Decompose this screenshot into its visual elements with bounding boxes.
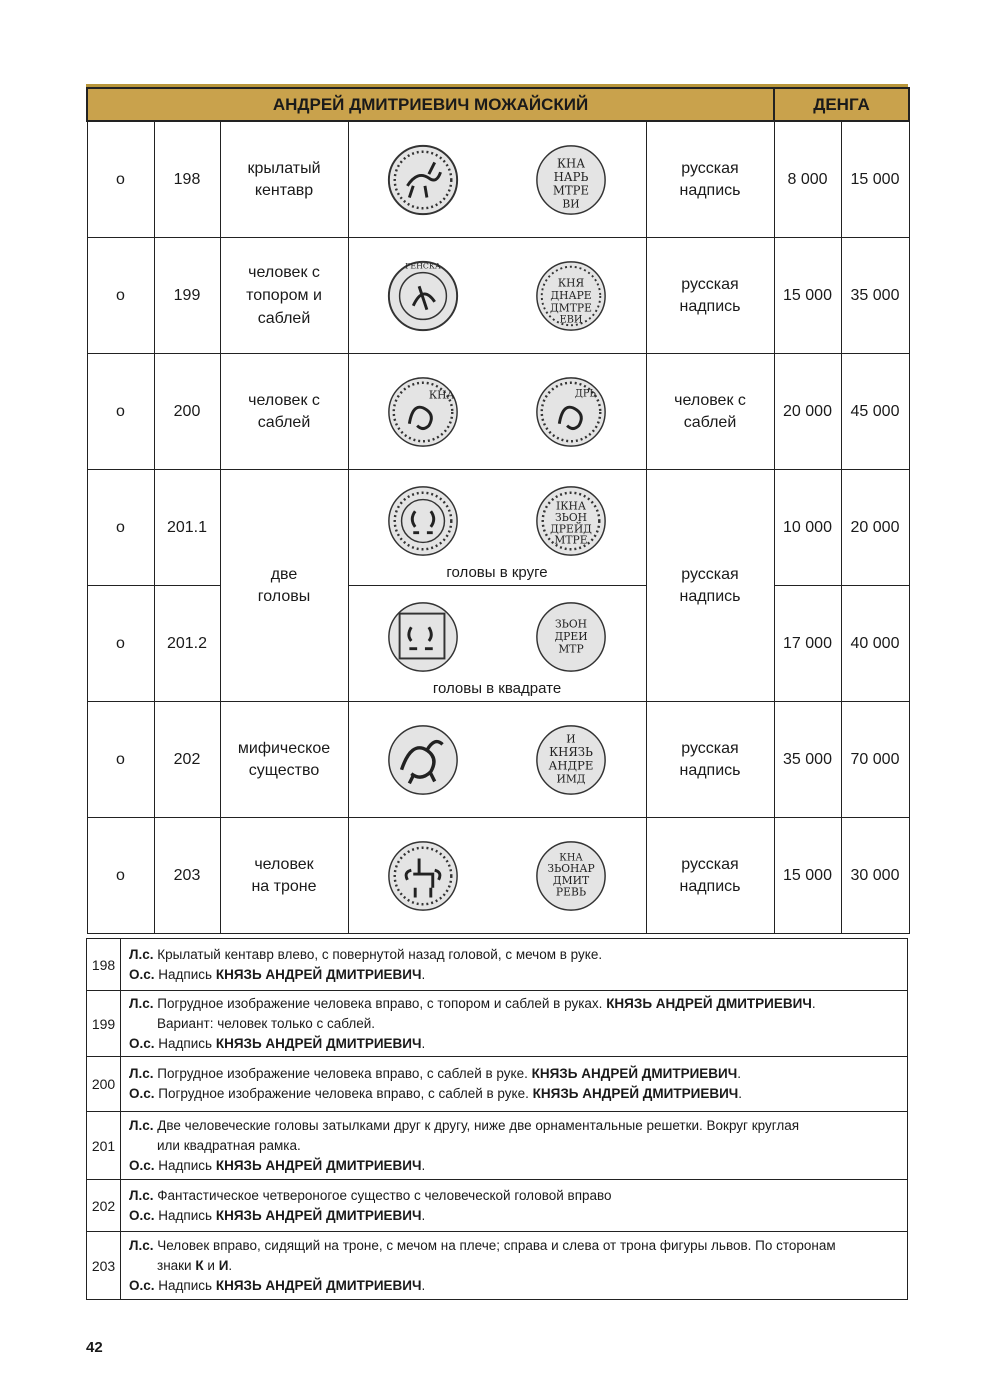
- svg-text:КНА: КНА: [559, 851, 583, 863]
- price-vf: 20 000: [841, 470, 909, 586]
- obverse-description: человек с саблей: [220, 354, 348, 470]
- price-fine: 20 000: [774, 354, 841, 470]
- svg-text:ІКНА: ІКНА: [556, 498, 587, 512]
- note-row: [87, 939, 908, 991]
- catalog-row: [87, 586, 909, 702]
- coin-images: [348, 238, 646, 354]
- catalog-row: [87, 702, 909, 818]
- svg-text:КНЯ: КНЯ: [558, 275, 585, 289]
- catalog-number: 201.1: [154, 470, 220, 586]
- reverse-coin-image: [532, 837, 610, 915]
- price-fine: 17 000: [774, 586, 841, 702]
- svg-text:ДМИТ: ДМИТ: [553, 873, 590, 887]
- catalog-row: [87, 238, 909, 354]
- rarity-mark: о: [87, 470, 154, 586]
- reverse-coin-image: [532, 598, 610, 676]
- svg-text:КНА: КНА: [428, 387, 455, 401]
- reverse-description: русская надпись: [646, 238, 774, 354]
- catalog-row: [87, 818, 909, 934]
- catalog-row: [87, 470, 909, 586]
- rarity-mark: о: [87, 121, 154, 238]
- coin-images: [348, 354, 646, 470]
- obverse-coin-image: [384, 721, 462, 799]
- svg-text:РЕВЬ: РЕВЬ: [556, 885, 587, 898]
- reverse-coin-image: [532, 141, 610, 219]
- svg-text:ДРЕИ: ДРЕИ: [554, 629, 588, 643]
- svg-text:ЗЬОН: ЗЬОН: [555, 510, 588, 524]
- reverse-description: человек с саблей: [646, 354, 774, 470]
- obverse-description: человек с топором и саблей: [220, 238, 348, 354]
- reverse-coin-image: [532, 482, 610, 560]
- price-vf: 35 000: [841, 238, 909, 354]
- rarity-mark: о: [87, 818, 154, 934]
- svg-text:ДМТРЕ: ДМТРЕ: [550, 301, 593, 315]
- obverse-coin-image: [384, 373, 462, 451]
- svg-text:МТР: МТР: [558, 642, 584, 656]
- svg-text:АНДРЕ: АНДРЕ: [548, 758, 594, 773]
- obverse-description: две головы: [220, 470, 348, 702]
- catalog-row: [87, 354, 909, 470]
- coin-variant-caption: головы в квадрате: [432, 680, 562, 697]
- note-row: [87, 1057, 908, 1112]
- reverse-coin-image: [532, 373, 610, 451]
- svg-text:ЗЬОНАР: ЗЬОНАР: [547, 861, 595, 875]
- rarity-mark: о: [87, 586, 154, 702]
- obverse-description: мифическое существо: [220, 702, 348, 818]
- coin-images: [348, 586, 646, 702]
- note-row: [87, 1232, 908, 1300]
- price-vf: 15 000: [841, 121, 909, 238]
- price-fine: 15 000: [774, 238, 841, 354]
- note-row: [87, 991, 908, 1057]
- coin-images: [348, 470, 646, 586]
- obverse-coin-image: [384, 257, 462, 335]
- note-text: Л.с. Человек вправо, сидящий на троне, с мечом на плече; справа и слева от трона фигуры львов. По сторонам знаки К и И. О.с. Надпись КНЯЗЬ АНДРЕЙ ДМИТРИЕВИЧ.: [121, 1232, 908, 1300]
- catalog-number: 200: [154, 354, 220, 470]
- catalog-number: 198: [154, 121, 220, 238]
- note-text: Л.с. Погрудное изображение человека вправо, с саблей в руке. КНЯЗЬ АНДРЕЙ ДМИТРИЕВИЧ. О.с. Погрудное изображение человека вправо, с саблей в руке. КНЯЗЬ АНДРЕЙ ДМИТРИЕВИЧ.: [121, 1057, 908, 1112]
- svg-text:И: И: [566, 731, 576, 745]
- catalog-row: [87, 121, 909, 238]
- reverse-description: русская надпись: [646, 470, 774, 702]
- note-number: 202: [87, 1180, 121, 1232]
- catalog-number: 202: [154, 702, 220, 818]
- note-number: 203: [87, 1232, 121, 1300]
- note-row: [87, 1180, 908, 1232]
- svg-text:КНЯЗЬ: КНЯЗЬ: [549, 744, 594, 759]
- svg-text:ДНАРЕ: ДНАРЕ: [550, 288, 592, 302]
- reverse-description: русская надпись: [646, 121, 774, 238]
- coin-variant-caption: головы в круге: [446, 564, 548, 581]
- note-text: Л.с. Фантастическое четвероногое существо с человеческой головой вправо О.с. Надпись КНЯЗЬ АНДРЕЙ ДМИТРИЕВИЧ.: [121, 1180, 908, 1232]
- obverse-coin-image: [384, 598, 462, 676]
- note-number: 199: [87, 991, 121, 1057]
- obverse-coin-image: [384, 141, 462, 219]
- coin-images: [348, 818, 646, 934]
- price-fine: 15 000: [774, 818, 841, 934]
- rarity-mark: о: [87, 354, 154, 470]
- note-number: 198: [87, 939, 121, 991]
- obverse-coin-image: [384, 837, 462, 915]
- note-text: Л.с. Погрудное изображение человека вправо, с топором и саблей в руках. КНЯЗЬ АНДРЕЙ ДМИТРИЕВИЧ. Вариант: человек только с саблей. О.с. Надпись КНЯЗЬ АНДРЕЙ ДМИТРИЕВИЧ.: [121, 991, 908, 1057]
- price-vf: 30 000: [841, 818, 909, 934]
- catalog-number: 201.2: [154, 586, 220, 702]
- note-text: Л.с. Две человеческие головы затылками друг к другу, ниже две орнаментальные решетки. Вокруг круглая или квадратная рамка. О.с. Надпись КНЯЗЬ АНДРЕЙ ДМИТРИЕВИЧ.: [121, 1112, 908, 1180]
- svg-text:ЕВИ: ЕВИ: [559, 313, 583, 325]
- obverse-description: человек на троне: [220, 818, 348, 934]
- svg-text:НАРЬ: НАРЬ: [553, 169, 589, 184]
- svg-text:КНА: КНА: [557, 155, 586, 170]
- svg-text:МТРЕ: МТРЕ: [553, 183, 590, 198]
- obverse-description: крылатый кентавр: [220, 121, 348, 238]
- ruler-title: АНДРЕЙ ДМИТРИЕВИЧ МОЖАЙСКИЙ: [87, 88, 774, 121]
- price-vf: 40 000: [841, 586, 909, 702]
- description-notes-table: [86, 938, 908, 1300]
- coin-images: [348, 702, 646, 818]
- reverse-description: русская надпись: [646, 818, 774, 934]
- note-text: Л.с. Крылатый кентавр влево, с повернутой назад головой, с мечом в руке. О.с. Надпись КНЯЗЬ АНДРЕЙ ДМИТРИЕВИЧ.: [121, 939, 908, 991]
- rarity-mark: о: [87, 238, 154, 354]
- catalog-number: 199: [154, 238, 220, 354]
- denomination-title: ДЕНГА: [774, 88, 909, 121]
- svg-text:ДРЬ: ДРЬ: [575, 387, 597, 399]
- catalog-table: [86, 87, 910, 934]
- svg-text:РЕНСКА: РЕНСКА: [404, 261, 441, 271]
- price-fine: 35 000: [774, 702, 841, 818]
- note-row: [87, 1112, 908, 1180]
- reverse-coin-image: [532, 721, 610, 799]
- svg-text:ИМД: ИМД: [556, 771, 586, 785]
- catalog-header-row: [87, 88, 909, 121]
- catalog-number: 203: [154, 818, 220, 934]
- coin-images: [348, 121, 646, 238]
- price-vf: 45 000: [841, 354, 909, 470]
- obverse-coin-image: [384, 482, 462, 560]
- price-fine: 10 000: [774, 470, 841, 586]
- svg-text:ВИ: ВИ: [562, 196, 580, 210]
- svg-text:ЗЬОН: ЗЬОН: [555, 616, 588, 630]
- svg-text:ДРЕЙД: ДРЕЙД: [550, 522, 593, 536]
- note-number: 201: [87, 1112, 121, 1180]
- reverse-description: русская надпись: [646, 702, 774, 818]
- page-number: 42: [86, 1339, 103, 1356]
- note-number: 200: [87, 1057, 121, 1112]
- price-fine: 8 000: [774, 121, 841, 238]
- svg-text:МТРЕ: МТРЕ: [554, 532, 588, 546]
- price-vf: 70 000: [841, 702, 909, 818]
- rarity-mark: о: [87, 702, 154, 818]
- reverse-coin-image: [532, 257, 610, 335]
